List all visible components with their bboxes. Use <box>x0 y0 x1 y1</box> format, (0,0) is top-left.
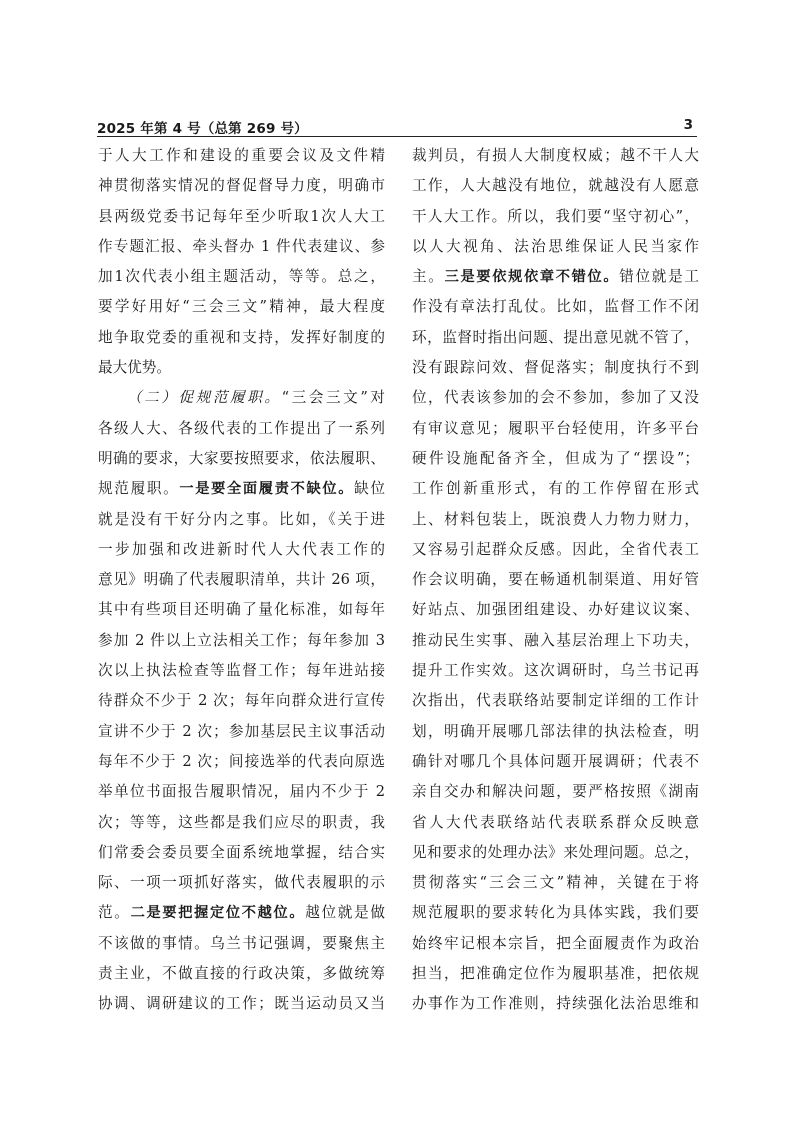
text-line: （二）促规范履职。“三会三文”对 <box>127 389 385 407</box>
text-line: 各级人大、各级代表的工作提出了一系列 <box>98 419 385 437</box>
text-line: 次指出，代表联络站要制定详细的工作计 <box>412 692 699 710</box>
bold-heading: 三是要依规依章不错位。 <box>444 269 620 286</box>
text-line: 干人大工作。所以，我们要“坚守初心”， <box>412 207 699 225</box>
text-line: 协调、调研建议的工作；既当运动员又当 <box>98 995 385 1013</box>
text-line: 工作，人大越没有地位，就越没有人愿意 <box>412 177 699 195</box>
text-line: 始终牢记根本宗旨，把全面履责作为政治 <box>412 934 699 952</box>
text-line: 明确的要求，大家要按照要求，依法履职、 <box>98 449 385 467</box>
text-line: 于人大工作和建设的重要会议及文件精 <box>98 147 385 164</box>
text-line: 际、一项一项抓好落实，做代表履职的示 <box>98 874 385 892</box>
text-line: 待群众不少于 2 次；每年向群众进行宣传 <box>98 692 385 710</box>
text-line: 其中有些项目还明确了量化标准，如每年 <box>98 601 385 619</box>
text-line: 要学好用好“三会三文”精神，最大程度 <box>98 298 385 316</box>
text-line: 不该做的事情。乌兰书记强调，要聚焦主 <box>98 934 385 952</box>
text-line: 作专题汇报、牵头督办 1 件代表建议、参 <box>98 237 385 255</box>
page-header <box>97 113 697 137</box>
text-line: 作会议明确，要在畅通机制渠道、用好管 <box>412 571 699 589</box>
text-line: 硬件设施配备齐全，但成为了“摆设”； <box>412 449 699 467</box>
text-line: 规范履职的要求转化为具体实践，我们要 <box>412 904 699 922</box>
text-line: 作没有章法打乱仗。比如，监督工作不闭 <box>412 298 699 316</box>
text-line: 们常委会委员要全面系统地掌握，结合实 <box>98 843 385 861</box>
text-line: 有审议意见；履职平台轻使用，许多平台 <box>412 419 699 437</box>
bold-heading: 二是要把握定位不越位。 <box>130 905 306 922</box>
text-line: 责主业，不做直接的行政决策，多做统筹 <box>98 965 385 983</box>
page-number: 3 <box>683 117 693 133</box>
text-line: 每年不少于 2 次；间接选举的代表向原选 <box>98 752 385 770</box>
text-line: 环，监督时指出问题、提出意见就不管了， <box>412 328 699 346</box>
text-line: 又容易引起群众反感。因此，全省代表工 <box>412 540 699 558</box>
text-line: 就是没有干好分内之事。比如，《关于进 <box>98 510 385 528</box>
bold-heading: 一是要全面履责不缺位。 <box>179 481 355 498</box>
text-line: 亲自交办和解决问题，要严格按照《湖南 <box>412 783 699 801</box>
header-rule <box>97 136 697 137</box>
right-column <box>412 141 699 1020</box>
text-line: 次以上执法检查等监督工作；每年进站接 <box>98 662 385 680</box>
section-heading: （二）促规范履职。 <box>127 389 282 407</box>
text-line: 次；等等，这些都是我们应尽的职责，我 <box>98 813 385 831</box>
text-line: 规范履职。一是要全面履责不缺位。缺位 <box>98 480 385 498</box>
text-line: 省人大代表联络站代表联系群众反映意 <box>412 813 699 831</box>
text-line: 没有跟踪问效、督促落实；制度执行不到 <box>412 359 699 377</box>
text-line: 确针对哪几个具体问题开展调研；代表不 <box>412 752 699 770</box>
text-line: 县两级党委书记每年至少听取1次人大工 <box>98 207 385 225</box>
text-line: 担当，把准确定位作为履职基准，把依规 <box>412 965 699 983</box>
text-line: 工作创新重形式，有的工作停留在形式 <box>412 480 699 498</box>
text-line: 推动民生实事、融入基层治理上下功夫， <box>412 631 699 649</box>
text-line: 上、材料包装上，既浪费人力物力财力， <box>412 510 699 528</box>
text-line: 加1次代表小组主题活动，等等。总之， <box>98 268 385 286</box>
text-line: 参加 2 件以上立法相关工作；每年参加 3 <box>98 631 385 649</box>
text-line: 裁判员，有损人大制度权威；越不干人大 <box>412 147 699 164</box>
text-line: 一步加强和改进新时代人大代表工作的 <box>98 540 385 558</box>
text-line: 最大优势。 <box>98 359 171 377</box>
text-line: 举单位书面报告履职情况，届内不少于 2 <box>98 783 385 801</box>
issue-label: 2025 年第 4 号（总第 269 号） <box>97 121 308 137</box>
text-line: 宣讲不少于 2 次；参加基层民主议事活动 <box>98 722 385 740</box>
text-line: 贯彻落实“三会三文”精神，关键在于将 <box>412 874 699 892</box>
left-column <box>98 141 385 1020</box>
text-line: 办事作为工作准则，持续强化法治思维和 <box>412 995 699 1013</box>
text-line: 好站点、加强团组建设、办好建议议案、 <box>412 601 699 619</box>
text-line: 主。三是要依规依章不错位。错位就是工 <box>412 268 699 286</box>
text-line: 神贯彻落实情况的督促督导力度，明确市 <box>98 177 385 195</box>
text-line: 地争取党委的重视和支持，发挥好制度的 <box>98 328 385 346</box>
text-line: 以人大视角、法治思维保证人民当家作 <box>412 237 699 255</box>
text-line: 划，明确开展哪几部法律的执法检查，明 <box>412 722 699 740</box>
text-line: 范。二是要把握定位不越位。越位就是做 <box>98 904 385 922</box>
text-line: 位，代表该参加的会不参加，参加了又没 <box>412 389 699 407</box>
text-line: 见和要求的处理办法》来处理问题。总之， <box>412 843 699 861</box>
text-line: 提升工作实效。这次调研时，乌兰书记再 <box>412 662 699 680</box>
text-line: 意见》明确了代表履职清单，共计 26 项， <box>98 571 385 589</box>
